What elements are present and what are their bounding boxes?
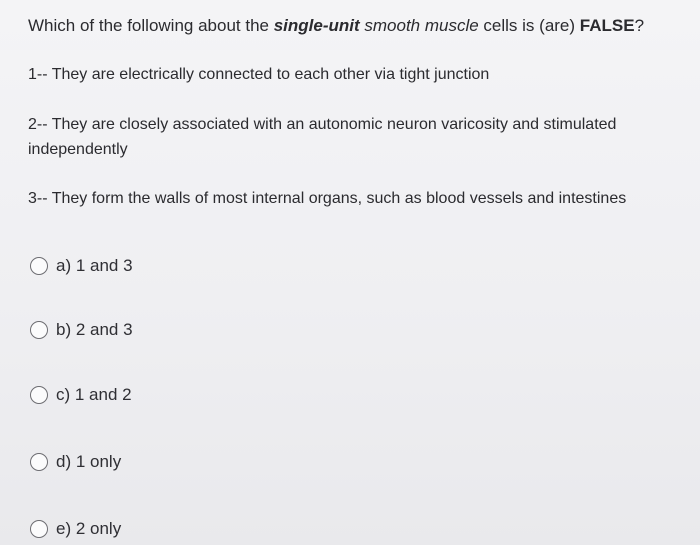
question-suffix: ? (634, 16, 645, 35)
question-middle: cells is (are) (478, 16, 580, 35)
question-emphasis-smooth-muscle: smooth muscle (359, 16, 479, 35)
statement-3: 3-- They form the walls of most internal organs, such as blood vessels and intestines (28, 190, 627, 207)
option-c-label: c) 1 and 2 (56, 385, 132, 404)
question-emphasis-false: FALSE (579, 16, 635, 35)
question-emphasis-single-unit: single-unit (273, 16, 360, 35)
radio-button-icon[interactable] (30, 453, 48, 471)
option-d[interactable] (30, 450, 121, 474)
option-e-label: e) 2 only (56, 519, 122, 538)
question-prefix: Which of the following about the (28, 16, 274, 35)
statement-1: 1-- They are electrically connected to each other via tight junction (28, 66, 490, 83)
option-a-label: a) 1 and 3 (56, 256, 133, 275)
option-c[interactable] (30, 383, 132, 407)
question-text (28, 14, 644, 38)
option-b[interactable] (30, 318, 133, 342)
statement-2: 2-- They are closely associated with an autonomic neuron varicosity and stimulated independently (28, 116, 617, 158)
radio-button-icon[interactable] (30, 321, 48, 339)
radio-button-icon[interactable] (30, 386, 48, 404)
option-e[interactable] (30, 517, 121, 541)
option-d-label: d) 1 only (56, 452, 122, 471)
radio-button-icon[interactable] (30, 257, 48, 275)
radio-button-icon[interactable] (30, 520, 48, 538)
option-a[interactable] (30, 254, 133, 278)
option-b-label: b) 2 and 3 (56, 320, 133, 339)
